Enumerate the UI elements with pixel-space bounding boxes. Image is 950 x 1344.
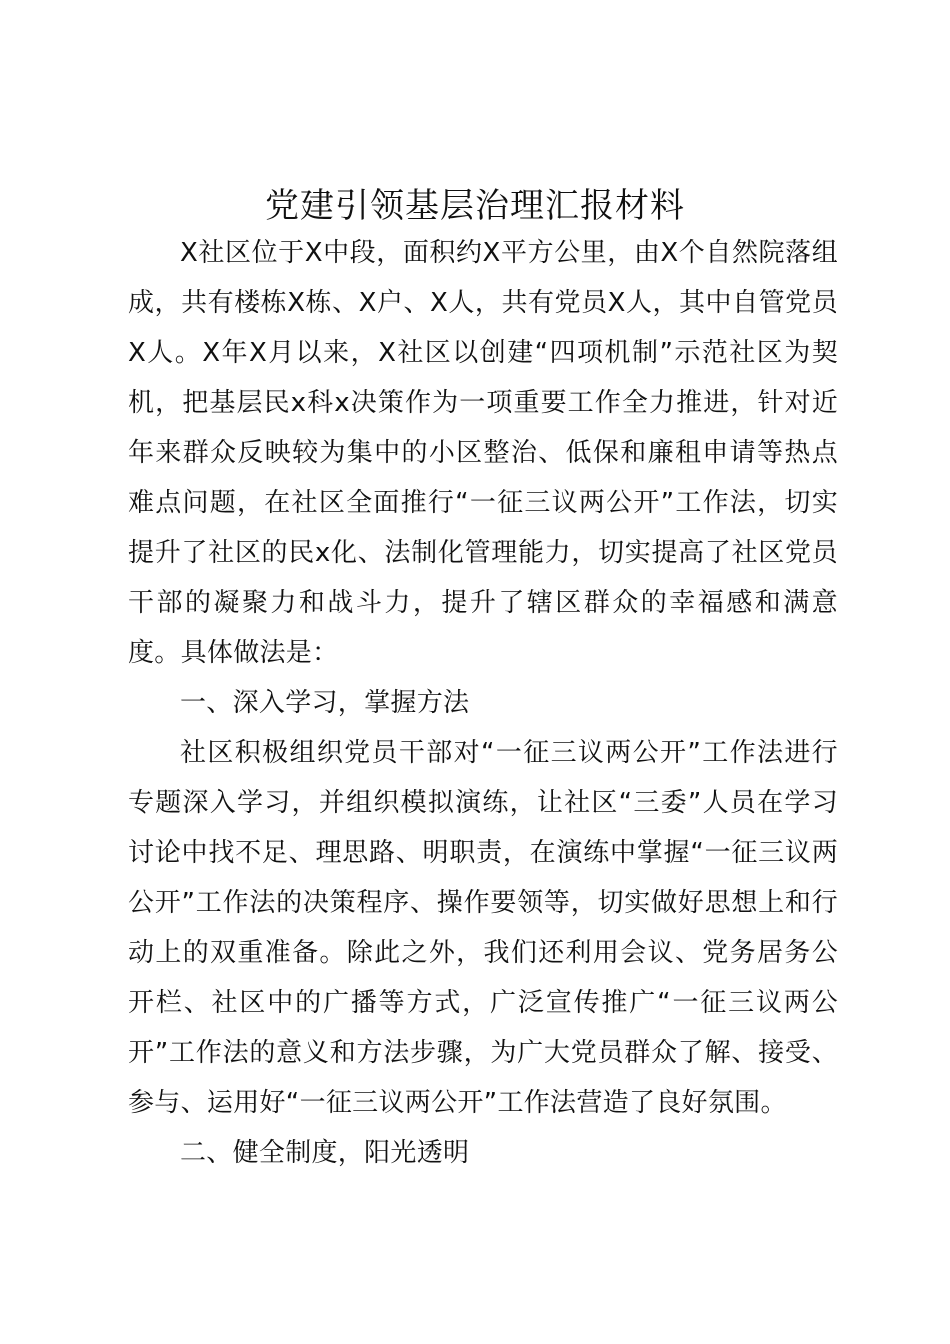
intro-paragraph: X社区位于X中段，面积约X平方公里，由X个自然院落组成，共有楼栋X栋、X户、X人，共有党员X人，其中自管党员X人。X年X月以来，X社区以创建“四项机制”示范社区为契机，把基层民x科x决策作为一项重要工作全力推进，针对近年来群众反映较为集中的小区整治、低保和廉租申请等热点难点问题，在社区全面推行“一征三议两公开”工作法，切实提升了社区的民x化、法制化管理能力，切实提高了社区党员干部的凝聚力和战斗力，提升了辖区群众的幸福感和满意度。具体做法是：	[128, 238, 838, 668]
document-title: 党建引领基层治理汇报材料	[265, 186, 685, 226]
section-heading-1: 一、深入学习，掌握方法	[180, 688, 470, 718]
section-heading-2: 二、健全制度，阳光透明	[180, 1138, 470, 1168]
section-1-paragraph: 社区积极组织党员干部对“一征三议两公开”工作法进行专题深入学习，并组织模拟演练，让社区“三委”人员在学习讨论中找不足、理思路、明职责，在演练中掌握“一征三议两公开”工作法的决策程序、操作要领等，切实做好思想上和行动上的双重准备。除此之外，我们还利用会议、党务居务公开栏、社区中的广播等方式，广泛宣传推广“一征三议两公开”工作法的意义和方法步骤，为广大党员群众了解、接受、参与、运用好“一征三议两公开”工作法营造了良好氛围。	[128, 738, 838, 1118]
